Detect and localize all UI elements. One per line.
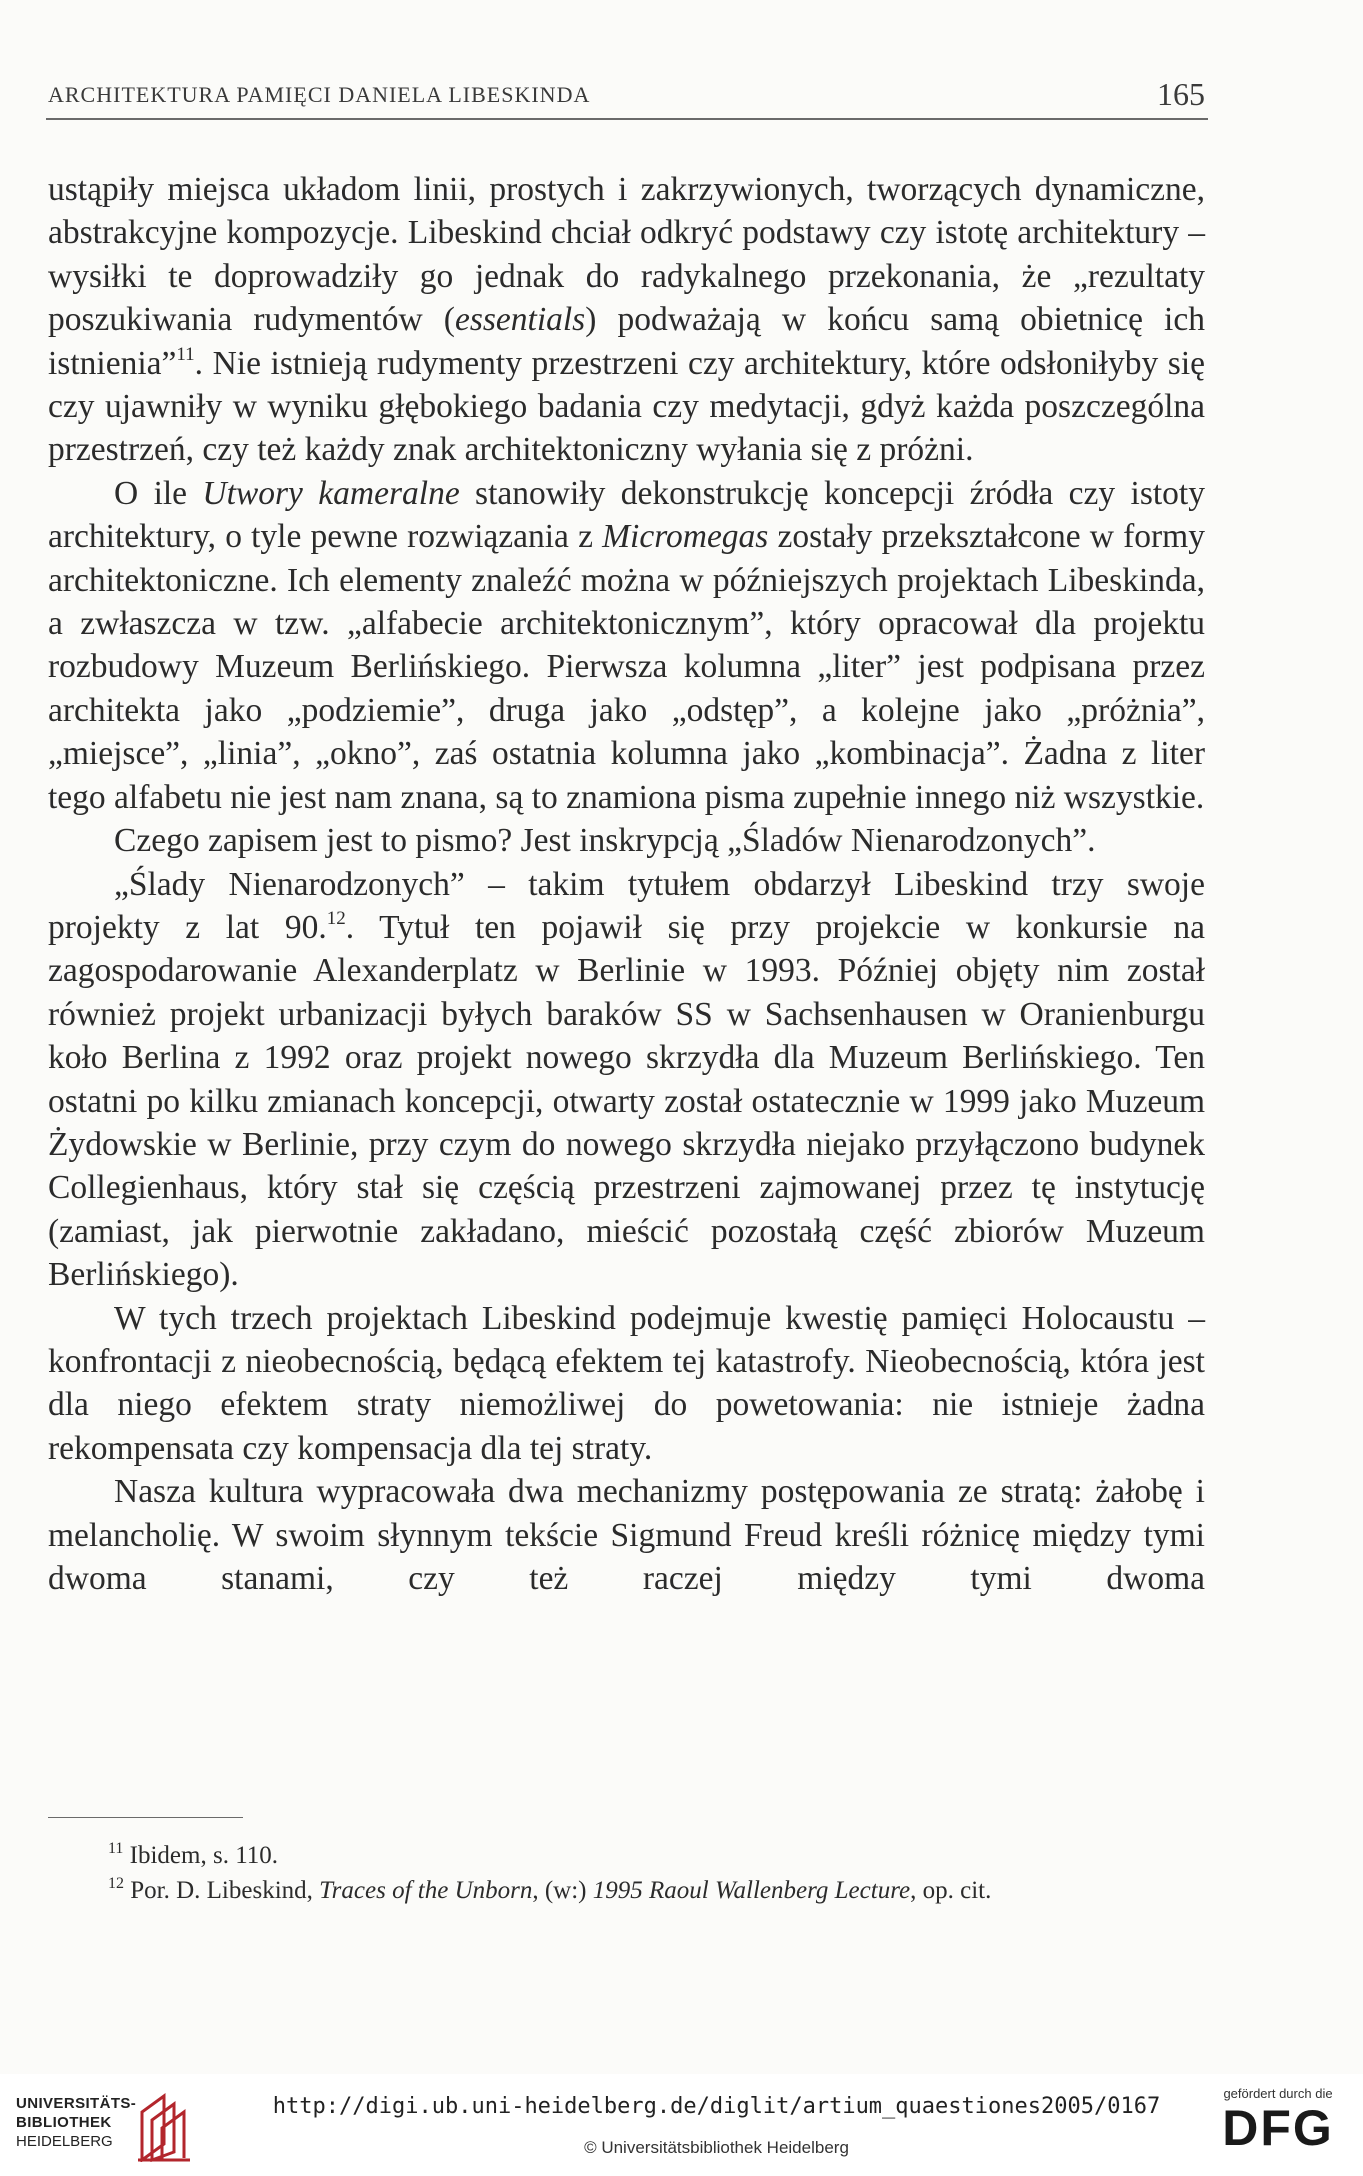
text-run: O ile xyxy=(114,474,203,512)
paragraph-2 xyxy=(48,472,1205,819)
text-run: zostały przekształcone w formy architektoniczne. Ich elementy znaleźć można w późniejszych projektach Libeskinda, a zwłaszcza w tzw. „alfabecie architektonicznym”, który opracował dla projektu rozbudowy Muzeum Berlińskiego. Pierwsza kolumna „liter” jest podpisana przez architekta jako „podziemie”, druga jako „odstęp”, a kolejne jako „próżnia”, „miejsce”, „linia”, „okno”, zaś ostatnia kolumna jako „kombinacja”. Żadna z liter tego alfabetu nie jest nam znana, są to znamiona pisma zupełnie innego niż wszystkie. xyxy=(48,518,1205,816)
text-run: ) podważają w końcu samą obietnicę ich istnienia” xyxy=(48,301,1205,382)
italic-title: Utwory kameralne xyxy=(202,474,460,512)
footnote-number: 12 xyxy=(108,1875,124,1892)
funder-note: gefördert durch die xyxy=(1223,2086,1333,2101)
italic-title: 1995 Raoul Wallenberg Lecture xyxy=(592,1877,911,1904)
library-line: HEIDELBERG xyxy=(16,2133,113,2150)
paragraph-3: Czego zapisem jest to pismo? Jest inskrypcją „Śladów Nienarodzonych”. xyxy=(114,822,1096,860)
page-number: 165 xyxy=(1157,76,1205,112)
copyright-text: © Universitätsbibliothek Heidelberg xyxy=(584,2138,849,2157)
header-rule xyxy=(46,118,1208,120)
text-run: „Ślady Nienarodzonych” – takim tytułem obdarzył Libeskind trzy swoje projekty z lat 90. xyxy=(48,865,1205,946)
footnote-number: 11 xyxy=(108,1840,124,1857)
dfg-logo: DFG xyxy=(1222,2100,1334,2156)
footnote-rule xyxy=(48,1817,243,1818)
footnote-ref-11: 11 xyxy=(176,343,195,365)
paragraph-6: Nasza kultura wypracowała dwa mechanizmy postępowania ze stratą: żałobę i melancholię. W swoim słynnym tekście Sigmund Freud kreśli różnicę między tymi dwoma stanami, czy też raczej między tymi dwoma xyxy=(48,1473,1205,1597)
text-run: ustąpiły miejsca układom linii, prostych i zakrzywionych, tworzących dynamiczne, abstrakcyjne kompozycje. Libeskind chciał odkryć podstawy czy istotę architektury – wysiłki te doprowadziły go jednak do radykalnego przekonania, że „rezultaty poszukiwania rudymentów ( xyxy=(48,171,1205,339)
library-line: UNIVERSITÄTS- xyxy=(16,2095,137,2112)
italic-title: Traces of the Unborn xyxy=(319,1877,533,1904)
italic-term: essentials xyxy=(454,301,586,339)
library-line: BIBLIOTHEK xyxy=(16,2114,112,2131)
footnote-text: Ibidem, s. 110. xyxy=(123,1842,279,1869)
footnote-text: , (w:) xyxy=(532,1877,593,1904)
footnote-text: , op. cit. xyxy=(910,1877,992,1904)
footnote-ref-12: 12 xyxy=(326,907,346,929)
footnote-11 xyxy=(48,1838,1205,1873)
body-text xyxy=(48,168,1205,1600)
text-run: . Nie istnieją rudymenty przestrzeni czy architektury, które odsłoniłyby się czy ujawniły w wyniku głębokiego badania czy medytacji, gdyż każda poszczególna przestrzeń, czy też każdy znak architektoniczny wyłania się z próżni. xyxy=(48,344,1205,469)
running-title: ARCHITEKTURA PAMIĘCI DANIELA LIBESKINDA xyxy=(48,82,591,107)
footnote-text: Por. D. Libeskind, xyxy=(124,1877,320,1904)
funder-logo xyxy=(1208,2086,1348,2166)
italic-title: Micromegas xyxy=(602,518,769,556)
footnotes xyxy=(48,1838,1205,1908)
url-link[interactable]: http://digi.ub.uni-heidelberg.de/diglit/artium_quaestiones2005/0167 xyxy=(272,2094,1161,2119)
paragraph-1 xyxy=(48,168,1205,472)
paragraph-5: W tych trzech projektach Libeskind podejmuje kwestię pamięci Holocaustu – konfrontacji z nieobecnością, będącą efektem tej katastrofy. Nieobecnością, która jest dla niego efektem straty niemożliwej do powetowania: nie istnieje żadna rekompensata czy kompensacja dla tej straty. xyxy=(48,1299,1205,1467)
paragraph-4 xyxy=(48,863,1205,1297)
text-run: . Tytuł ten pojawił się przy projekcie w konkursie na zagospodarowanie Alexanderplatz w Berlinie w 1993. Później objęty nim został również projekt urbanizacji byłych baraków SS w Sachsenhausen w Oranienburgu koło Berlina z 1992 oraz projekt nowego skrzydła dla Muzeum Berlińskiego. Ten ostatni po kilku zmianach koncepcji, otwarty został ostatecznie w 1999 jako Muzeum Żydowskie w Berlinie, przy czym do nowego skrzydła niejako przyłączono budynek Collegienhaus, który stał się częścią przestrzeni zajmowanej przez tę instytucję (zamiast, jak pierwotnie zakładano, mieścić pozostałą część zbiorów Muzeum Berlińskiego). xyxy=(48,908,1205,1294)
source-url[interactable] xyxy=(0,2094,1363,2119)
footnote-12 xyxy=(48,1873,1205,1908)
copyright-line xyxy=(0,2138,1363,2158)
text-run: stanowiły dekonstrukcję koncepcji źródła czy istoty architektury, o tyle pewne rozwiązania z xyxy=(48,474,1205,556)
